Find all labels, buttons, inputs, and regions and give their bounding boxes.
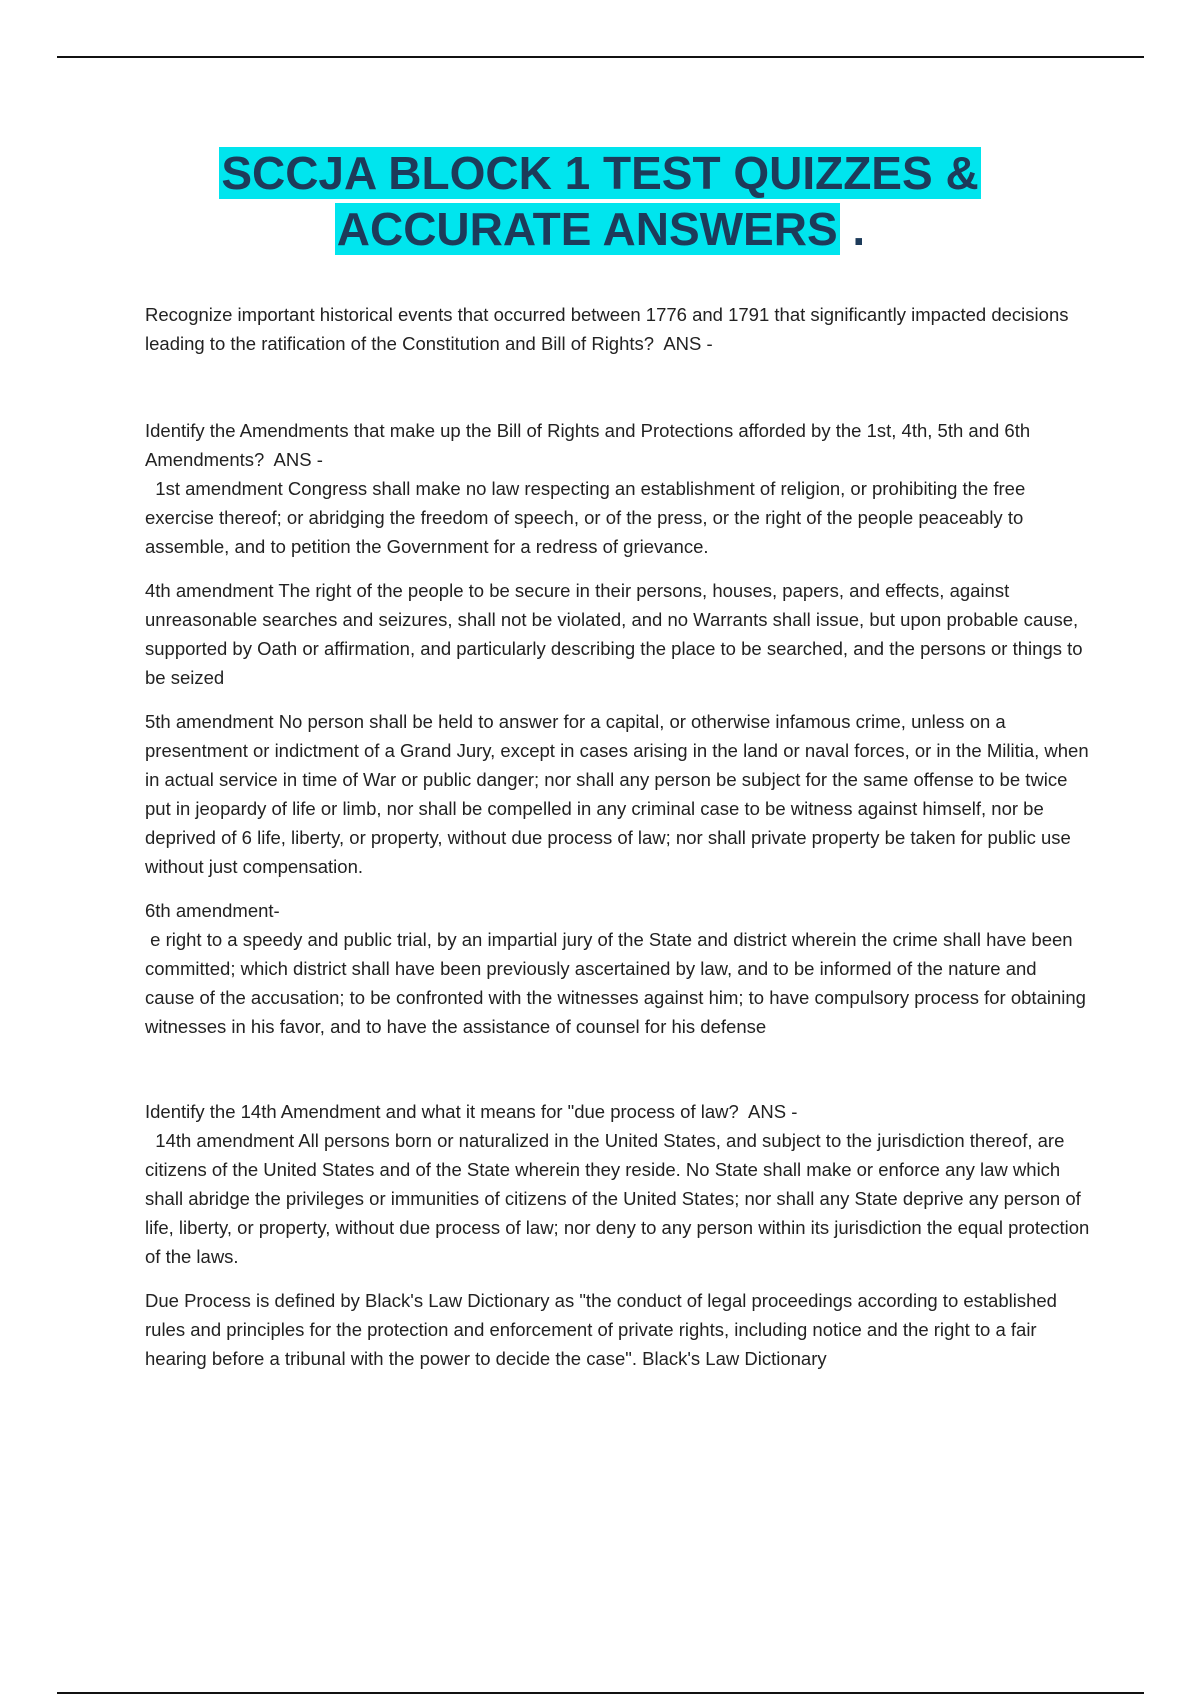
document-title	[0, 145, 1200, 257]
answer-6th-amendment-heading: 6th amendment-	[145, 900, 280, 921]
answer-6th-amendment: e right to a speedy and public trial, by an impartial jury of the State and district wherein the crime shall have been committed; which district shall have been previously ascertained by law, and to be informed of the nature and cause of the accusation; to be confronted with the witnesses against him; to have compulsory process for obtaining witnesses in his favor, and to have the assistance of counsel for his defense	[145, 929, 1092, 1037]
top-divider	[57, 56, 1144, 58]
question-2: Identify the Amendments that make up the Bill of Rights and Protections afforded by the 1st, 4th, 5th and 6th Amendments? ANS -	[145, 420, 1035, 470]
answer-due-process: Due Process is defined by Black's Law Dictionary as "the conduct of legal proceedings according to established rules and principles for the protection and enforcement of private rights, including notice and the right to a fair hearing before a tribunal with the power to decide the case". Black's Law Dictionary	[145, 1290, 1063, 1369]
question-1: Recognize important historical events that occurred between 1776 and 1791 that significantly impacted decisions leading to the ratification of the Constitution and Bill of Rights? ANS -	[145, 304, 1074, 354]
question-3: Identify the 14th Amendment and what it means for "due process of law? ANS -	[145, 1101, 798, 1122]
title-line-2	[0, 201, 1200, 257]
answer-4th-amendment: 4th amendment The right of the people to be secure in their persons, houses, papers, and effects, against unreasonable searches and seizures, shall not be violated, and no Warrants shall issue, but upon probable cause, supported by Oath or affirmation, and particularly describing the place to be searched, and the persons or things to be seized	[145, 580, 1088, 688]
document-body	[145, 300, 1095, 1373]
title-line-1	[0, 145, 1200, 201]
answer-1st-amendment: 1st amendment Congress shall make no law respecting an establishment of religion, or prohibiting the free exercise thereof; or abridging the freedom of speech, or of the press, or the right of the people peaceably to assemble, and to petition the Government for a redress of grievance.	[145, 478, 1031, 557]
title-suffix: .	[839, 203, 866, 255]
title-highlight-1: SCCJA BLOCK 1 TEST QUIZZES &	[221, 147, 979, 199]
answer-5th-amendment: 5th amendment No person shall be held to answer for a capital, or otherwise infamous crime, unless on a presentment or indictment of a Grand Jury, except in cases arising in the land or naval forces, or in the Militia, when in actual service in time of War or public danger; nor shall any person be subject for the same offense to be twice put in jeopardy of life or limb, nor shall be compelled in any criminal case to be witness against himself, nor be deprived of 6 life, liberty, or property, without due process of law; nor shall private property be taken for public use without just compensation.	[145, 711, 1094, 877]
bottom-divider	[57, 1692, 1144, 1694]
title-highlight-2: ACCURATE ANSWERS	[336, 203, 838, 255]
answer-14th-amendment: 14th amendment All persons born or naturalized in the United States, and subject to the jurisdiction thereof, are citizens of the United States and of the State wherein they reside. No State shall make or enforce any law which shall abridge the privileges or immunities of citizens of the United States; nor shall any State deprive any person of life, liberty, or property, without due process of law; nor deny to any person within its jurisdiction the equal protection of the laws.	[145, 1130, 1095, 1267]
